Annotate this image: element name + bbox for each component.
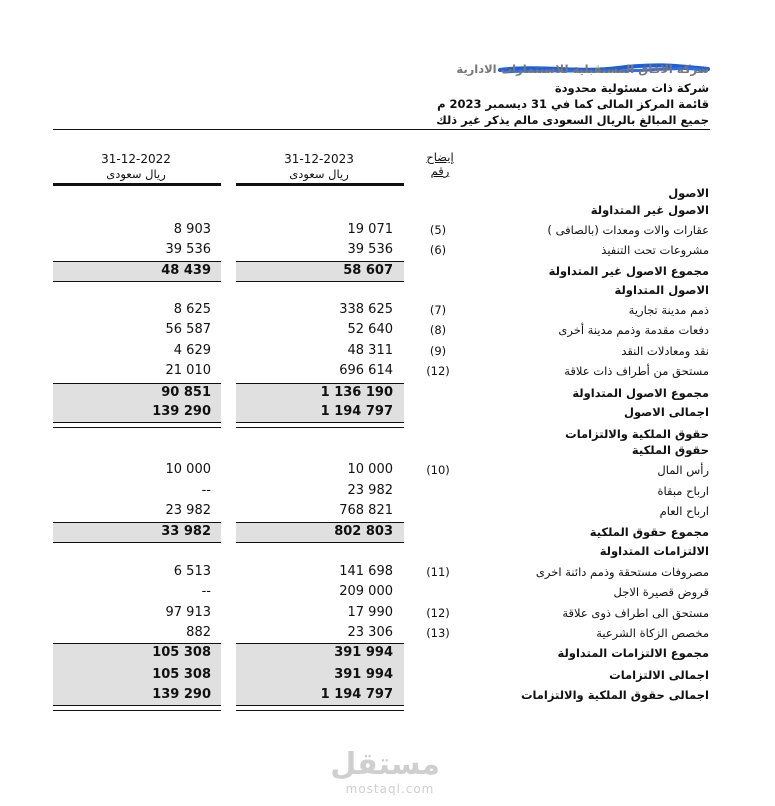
- row-value-2023: 19 071: [347, 222, 393, 237]
- company-type: شركة ذات مسئولية محدودة: [554, 81, 709, 95]
- table-row: [0, 562, 775, 582]
- row-label: مجموع حقوق الملكية: [589, 525, 709, 539]
- row-value-2023: 17 990: [347, 605, 393, 620]
- row-label: اجمالى الالتزامات: [609, 668, 709, 682]
- table-row: [0, 603, 775, 623]
- row-label: مستحق من أطراف ذات علاقة: [564, 364, 709, 378]
- row-label: مجموع الالتزامات المتداولة: [557, 646, 709, 660]
- row-value-2022: 56 587: [165, 322, 211, 337]
- row-value-2023: 802 803: [334, 524, 393, 539]
- row-value-2023: 391 994: [334, 645, 393, 660]
- row-note: (13): [426, 626, 450, 640]
- row-note: (5): [429, 223, 447, 237]
- row-label: ارباح العام: [659, 504, 709, 518]
- row-label: الالتزامات المتداولة: [599, 544, 709, 558]
- row-value-2023: 1 136 190: [320, 385, 393, 400]
- column-date-2023: 31-12-2023: [284, 152, 354, 166]
- row-label: الاصول غير المتداولة: [590, 203, 709, 217]
- row-label: الاصول: [668, 186, 709, 200]
- row-note: (9): [429, 344, 447, 358]
- table-row: [0, 623, 775, 643]
- row-value-2022: 90 851: [161, 385, 211, 400]
- table-row: [0, 320, 775, 340]
- table-row: [0, 582, 775, 602]
- table-row: [0, 541, 775, 561]
- table-row-total: [0, 665, 775, 685]
- row-value-2022: 48 439: [161, 263, 211, 278]
- table-row-total: [0, 383, 775, 403]
- row-label: مجموع الاصول المتداولة: [572, 386, 709, 400]
- row-value-2023: 141 698: [339, 564, 393, 579]
- column-currency-2023: ريال سعودى: [289, 167, 349, 181]
- note-header-line1: إيضاح: [426, 150, 454, 164]
- row-label: مشروعات تحت التنفيذ: [601, 243, 709, 257]
- row-value-2022: 139 290: [152, 404, 211, 419]
- row-value-2023: 58 607: [343, 263, 393, 278]
- table-row: [0, 220, 775, 240]
- row-value-2022: 21 010: [165, 363, 211, 378]
- row-value-2022: 139 290: [152, 687, 211, 702]
- table-row: [0, 501, 775, 521]
- row-label: اجمالى الاصول: [623, 405, 709, 419]
- row-label: الاصول المتداولة: [614, 283, 709, 297]
- row-value-2022: 10 000: [165, 462, 211, 477]
- row-value-2023: 23 306: [347, 625, 393, 640]
- table-row-total: [0, 643, 775, 663]
- table-row: [0, 240, 775, 260]
- double-underline: [236, 705, 404, 711]
- table-row: [0, 481, 775, 501]
- row-value-2023: 52 640: [347, 322, 393, 337]
- row-note: (11): [426, 565, 450, 579]
- table-row: [0, 200, 775, 220]
- row-value-2022: 882: [186, 625, 211, 640]
- row-note: (8): [429, 323, 447, 337]
- row-note: (6): [429, 243, 447, 257]
- note-column-header: [420, 150, 460, 178]
- statement-title: قائمة المركز المالى كما في 31 ديسمبر 2023 م: [437, 97, 709, 111]
- table-row: [0, 361, 775, 381]
- row-value-2022: --: [201, 584, 211, 599]
- row-label: ذمم مدينة تجارية: [628, 303, 709, 317]
- row-value-2022: 33 982: [161, 524, 211, 539]
- row-value-2023: 391 994: [334, 667, 393, 682]
- row-label: حقوق الملكية والالتزامات: [565, 427, 709, 441]
- row-value-2023: 338 625: [339, 302, 393, 317]
- row-value-2022: 23 982: [165, 503, 211, 518]
- row-value-2023: 39 536: [347, 242, 393, 257]
- row-value-2022: --: [201, 483, 211, 498]
- row-value-2023: 209 000: [339, 584, 393, 599]
- column-date-2022: 31-12-2022: [101, 152, 171, 166]
- row-label: عقارات والات ومعدات (بالصافى ): [547, 223, 709, 237]
- row-label: دفعات مقدمة وذمم مدينة أخرى: [558, 323, 709, 337]
- table-row: [0, 440, 775, 460]
- watermark-brand-ar: مستقل: [330, 747, 440, 782]
- table-row: [0, 280, 775, 300]
- row-value-2022: 105 308: [152, 667, 211, 682]
- header-rule: [53, 129, 710, 130]
- table-row-total: [0, 402, 775, 422]
- row-value-2022: 39 536: [165, 242, 211, 257]
- note-header-line2: رقم: [430, 164, 450, 178]
- table-row: [0, 341, 775, 361]
- row-value-2023: 696 614: [339, 363, 393, 378]
- column-currency-2022: ريال سعودى: [106, 167, 166, 181]
- row-note: (10): [426, 463, 450, 477]
- row-value-2023: 23 982: [347, 483, 393, 498]
- table-row: [0, 460, 775, 480]
- row-value-2022: 6 513: [173, 564, 211, 579]
- row-label: ارباح مبقاة: [657, 484, 709, 498]
- row-value-2022: 8 625: [173, 302, 211, 317]
- row-value-2022: 97 913: [165, 605, 211, 620]
- row-label: مخصص الزكاة الشرعية: [596, 626, 709, 640]
- table-row-total: [0, 261, 775, 281]
- row-value-2023: 10 000: [347, 462, 393, 477]
- row-value-2023: 1 194 797: [320, 687, 393, 702]
- row-label: نقد ومعادلات النقد: [621, 344, 709, 358]
- row-value-2022: 105 308: [152, 645, 211, 660]
- double-underline: [53, 705, 221, 711]
- table-row: [0, 300, 775, 320]
- row-label: قروض قصيرة الاجل: [613, 585, 709, 599]
- watermark-brand-en: mostaql.com: [345, 782, 435, 796]
- row-value-2023: 1 194 797: [320, 404, 393, 419]
- row-label: مصروفات مستحقة وذمم دائنة اخرى: [535, 565, 709, 579]
- row-label: حقوق الملكية: [631, 443, 709, 457]
- row-label: رأس المال: [657, 463, 709, 477]
- row-label: اجمالى حقوق الملكية والالتزامات: [520, 688, 709, 702]
- currency-note: جميع المبالغ بالريال السعودى مالم يذكر غير ذلك: [436, 113, 709, 127]
- table-row-total: [0, 522, 775, 542]
- row-label: مجموع الاصول غير المتداولة: [548, 264, 709, 278]
- row-label: مستحق الى اطراف ذوى علاقة: [562, 606, 709, 620]
- mostaql-watermark-logo: [330, 747, 440, 796]
- row-note: (7): [429, 303, 447, 317]
- row-value-2023: 768 821: [339, 503, 393, 518]
- company-name: شركة الافاق المستقبلية للاستثمارات الادارية: [456, 62, 709, 76]
- row-note: (12): [426, 606, 450, 620]
- table-row-total: [0, 685, 775, 705]
- row-value-2023: 48 311: [347, 343, 393, 358]
- row-value-2022: 4 629: [173, 343, 211, 358]
- row-note: (12): [426, 364, 450, 378]
- row-value-2022: 8 903: [173, 222, 211, 237]
